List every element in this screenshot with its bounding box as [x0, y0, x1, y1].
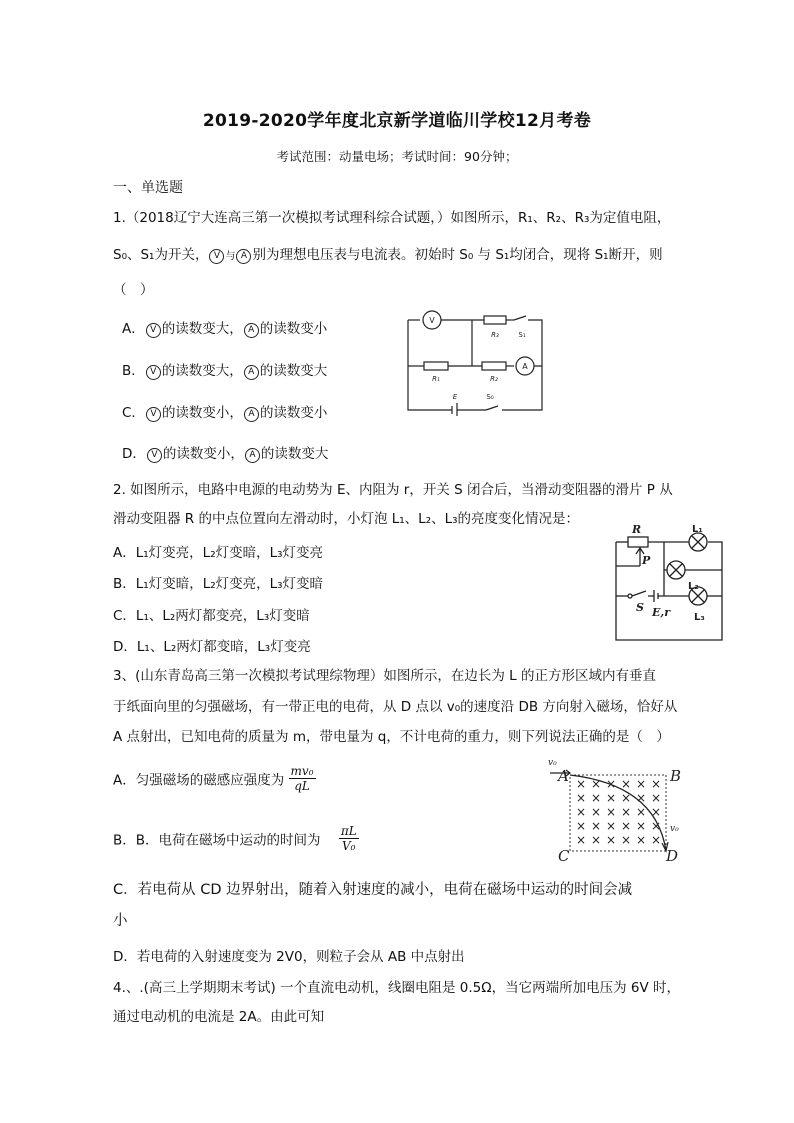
- q1-fig-v: V: [429, 316, 435, 325]
- field-cross-mark: ×: [575, 791, 587, 805]
- option-label: A．: [122, 321, 145, 337]
- q1-option-d[interactable]: [122, 442, 328, 463]
- q2-fig-p: P: [642, 554, 651, 567]
- field-cross-mark: ×: [650, 833, 662, 847]
- field-cross-mark: ×: [650, 791, 662, 805]
- q1-line2-pre: S₀、S₁为开关，: [113, 247, 209, 263]
- field-cross-mark: ×: [635, 819, 647, 833]
- option-text: 的读数变大，: [161, 363, 243, 379]
- q2-fig-er: E,r: [652, 606, 671, 619]
- field-cross-mark: ×: [620, 777, 632, 791]
- q3-option-d[interactable]: D．若电荷的入射速度变为 2V0，则粒子会从 AB 中点射出: [113, 949, 465, 965]
- q2-fig-l1: L₁: [692, 524, 703, 535]
- q2-fig-r: R: [632, 523, 642, 536]
- q1-fig-r1: R₁: [432, 375, 440, 383]
- q3-fig-b: B: [670, 767, 682, 785]
- field-cross-mark: ×: [605, 791, 617, 805]
- q1-option-a[interactable]: [122, 317, 327, 338]
- q1-circuit-diagram: [402, 308, 552, 416]
- q4-line1: 4.、.(高三上学期期末考试) 一个直流电动机，线圈电阻是 0.5Ω，当它两端所加电压为 6V 时，: [113, 980, 680, 996]
- q2-circuit-diagram: [612, 522, 728, 644]
- q1-fig-e: E: [452, 393, 458, 401]
- page-title: 2019-2020学年度北京新学道临川学校12月考卷: [202, 111, 592, 131]
- voltmeter-icon: V: [147, 448, 162, 463]
- fraction-numerator: mv₀: [290, 764, 314, 778]
- field-cross-mark: ×: [635, 805, 647, 819]
- field-cross-mark: ×: [575, 833, 587, 847]
- option-text: 的读数变小，: [161, 405, 243, 421]
- q3-line1: 3、(山东青岛高三第一次模拟考试理综物理）如图所示，在边长为 L 的正方形区域内有垂直: [113, 668, 656, 684]
- field-cross-mark: ×: [575, 819, 587, 833]
- field-cross-mark: ×: [590, 833, 602, 847]
- field-cross-mark: ×: [620, 805, 632, 819]
- option-text: 的读数变大: [260, 446, 329, 462]
- fraction-numerator: πL: [340, 824, 357, 838]
- q1-line2-post: 别为理想电压表与电流表。初始时 S₀ 与 S₁均闭合，现将 S₁断开，则: [252, 247, 663, 263]
- q1-line2: [113, 245, 663, 267]
- q2-option-b[interactable]: B．L₁灯变暗，L₂灯变亮，L₃灯变暗: [113, 576, 324, 592]
- q1-line1: 1.（2018辽宁大连高三第一次模拟考试理科综合试题，）如图所示，R₁、R₂、R₃为定值电阻，: [113, 210, 671, 226]
- q3-fig-v0-top: v₀: [548, 758, 557, 768]
- q1-fig-s1: S₁: [518, 331, 526, 339]
- field-cross-mark: ×: [590, 777, 602, 791]
- option-text: A．匀强磁场的磁感应强度为: [113, 772, 285, 789]
- q3-option-c-line1[interactable]: C．若电荷从 CD 边界射出，随着入射速度的减小，电荷在磁场中运动的时间会减: [113, 882, 633, 898]
- q3-magnetic-field-diagram: [544, 755, 694, 865]
- q2-option-d[interactable]: D．L₁、L₂两灯都变暗，L₃灯变亮: [113, 639, 311, 655]
- fraction-denominator: qL: [294, 779, 310, 793]
- field-cross-mark: ×: [605, 777, 617, 791]
- option-label: D．: [122, 446, 146, 462]
- option-label: B．: [122, 363, 145, 379]
- q2-fig-s: S: [636, 601, 644, 614]
- field-cross-mark: ×: [605, 805, 617, 819]
- field-cross-mark: ×: [590, 791, 602, 805]
- option-text: 的读数变大: [259, 363, 328, 379]
- field-cross-mark: ×: [620, 833, 632, 847]
- q3-fig-a: A: [558, 767, 569, 785]
- q3-fig-v0-right: v₀: [670, 824, 679, 834]
- voltmeter-icon: V: [209, 249, 224, 264]
- voltmeter-icon: V: [146, 323, 161, 338]
- q2-option-c[interactable]: C．L₁、L₂两灯都变亮，L₃灯变暗: [113, 608, 310, 624]
- q3-option-a[interactable]: [113, 764, 316, 793]
- q2-fig-l3: L₃: [694, 612, 705, 623]
- q3-line3: A 点射出，已知电荷的质量为 m，带电量为 q，不计电荷的重力，则下列说法正确的是（ ）: [113, 729, 670, 745]
- field-cross-mark: ×: [605, 819, 617, 833]
- field-cross-mark: ×: [620, 819, 632, 833]
- q1-line2-mid: 与: [225, 251, 236, 262]
- q3-option-b[interactable]: [113, 824, 359, 853]
- field-cross-mark: ×: [620, 791, 632, 805]
- ammeter-icon: A: [244, 365, 259, 380]
- section-heading: 一、单选题: [113, 180, 183, 196]
- field-cross-mark: ×: [635, 791, 647, 805]
- option-text: 的读数变小: [259, 405, 328, 421]
- q3-fig-d: D: [666, 847, 679, 865]
- q2-line2: 滑动变阻器 R 的中点位置向左滑动时，小灯泡 L₁、L₂、L₃的亮度变化情况是：: [113, 511, 580, 527]
- q2-option-a[interactable]: A．L₁灯变亮，L₂灯变暗，L₃灯变亮: [113, 545, 324, 561]
- field-cross-mark: ×: [575, 777, 587, 791]
- fraction-piL-v0: [339, 824, 359, 853]
- field-cross-mark: ×: [590, 805, 602, 819]
- field-cross-mark: ×: [605, 833, 617, 847]
- ammeter-icon: A: [236, 249, 251, 264]
- field-cross-mark: ×: [635, 777, 647, 791]
- q1-fig-s0: S₀: [486, 393, 494, 401]
- voltmeter-icon: V: [146, 407, 161, 422]
- q1-option-c[interactable]: [122, 401, 327, 422]
- field-cross-mark: ×: [650, 777, 662, 791]
- q1-option-b[interactable]: [122, 359, 327, 380]
- option-text: 的读数变小: [259, 321, 328, 337]
- field-cross-mark: ×: [650, 819, 662, 833]
- option-text: 的读数变小，: [162, 446, 244, 462]
- q3-option-c-line2: 小: [113, 913, 128, 929]
- exam-meta: 考试范围：动量电场；考试时间：90分钟；: [276, 149, 518, 164]
- fraction-denominator: V₀: [342, 839, 356, 853]
- field-cross-mark: ×: [635, 833, 647, 847]
- option-label: C．: [122, 405, 145, 421]
- option-text: 的读数变大，: [161, 321, 243, 337]
- ammeter-icon: A: [245, 448, 260, 463]
- q3-fig-c: C: [558, 847, 570, 865]
- q3-line2: 于纸面向里的匀强磁场，有一带正电的电荷，从 D 点以 v₀的速度沿 DB 方向射入磁场，恰好从: [113, 699, 678, 715]
- field-cross-mark: ×: [575, 805, 587, 819]
- q1-line3: （ ）: [113, 282, 154, 298]
- ammeter-icon: A: [244, 407, 259, 422]
- voltmeter-icon: V: [146, 365, 161, 380]
- field-cross-mark: ×: [650, 805, 662, 819]
- field-cross-mark: ×: [590, 819, 602, 833]
- q4-line2: 通过电动机的电流是 2A。由此可知: [113, 1009, 325, 1025]
- q1-fig-r2: R₂: [490, 375, 498, 383]
- q1-fig-a: A: [522, 362, 528, 371]
- q2-line1: 2. 如图所示，电路中电源的电动势为 E、内阻为 r，开关 S 闭合后，当滑动变阻器的滑片 P 从: [113, 482, 673, 498]
- q2-fig-l2: L₂: [688, 581, 699, 592]
- ammeter-icon: A: [244, 323, 259, 338]
- q1-fig-r3: R₃: [491, 331, 499, 339]
- option-text: B．B．电荷在磁场中运动的时间为: [113, 832, 321, 849]
- fraction-mv0-qL: [289, 764, 316, 793]
